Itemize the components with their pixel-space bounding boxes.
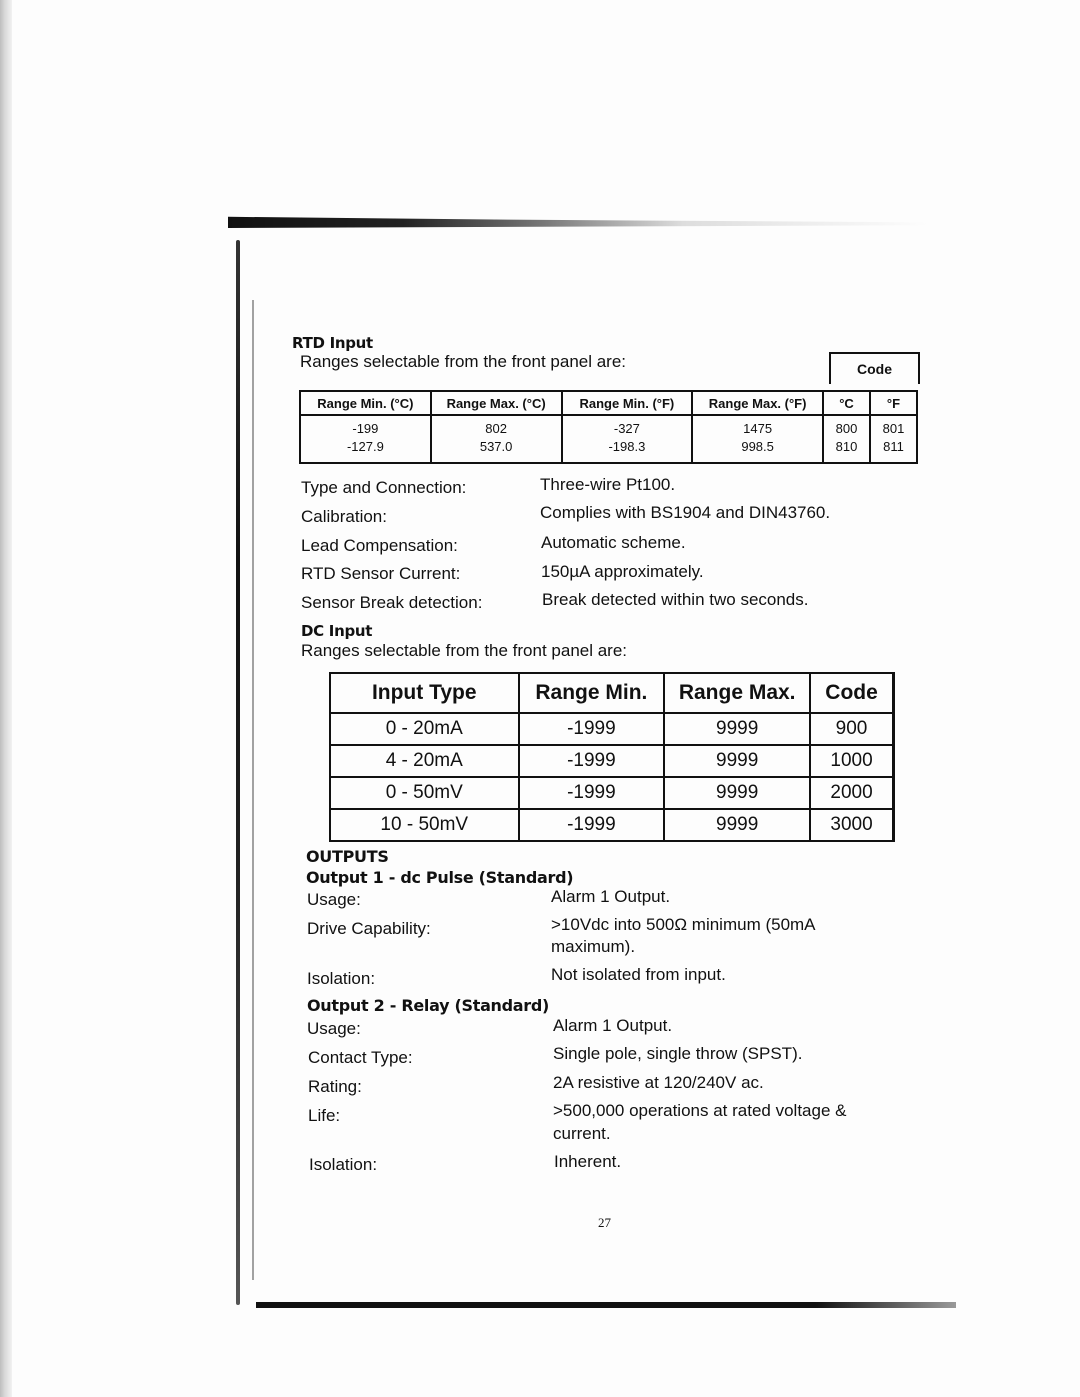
dc-range-table — [329, 672, 895, 842]
spec-value: Three-wire Pt100. — [540, 475, 676, 494]
spec-label: RTD Sensor Current: — [301, 564, 461, 583]
rtd-col-header: Range Max. (°C) — [431, 391, 562, 415]
spec-value: Break detected within two seconds. — [542, 590, 809, 609]
table-cell: -327 -198.3 — [562, 415, 693, 463]
output2-heading: Output 2 - Relay (Standard) — [307, 996, 550, 1015]
table-cell: 802 537.0 — [431, 415, 562, 463]
rtd-unit-c: °C — [823, 391, 870, 415]
table-cell: 9999 — [664, 809, 810, 841]
table-cell: 3000 — [810, 809, 893, 841]
rtd-code-header — [829, 352, 920, 384]
spec-label: Rating: — [308, 1077, 362, 1096]
table-cell: 0 - 50mV — [330, 777, 519, 809]
table-cell: -199 -127.9 — [300, 415, 431, 463]
table-row — [330, 745, 894, 777]
spec-value: >10Vdc into 500Ω minimum (50mA — [551, 915, 816, 934]
spec-label: Calibration: — [301, 507, 387, 526]
rtd-code-label: Code — [857, 361, 892, 377]
rtd-heading: RTD Input — [292, 334, 373, 352]
spec-label: Sensor Break detection: — [301, 593, 483, 612]
top-rule — [228, 214, 928, 228]
table-cell: -1999 — [519, 745, 665, 777]
table-row — [330, 713, 894, 745]
scan-edge-shadow — [0, 0, 12, 1397]
dc-heading: DC Input — [301, 622, 373, 640]
dc-intro: Ranges selectable from the front panel are: — [301, 641, 628, 660]
table-cell: 1000 — [810, 745, 893, 777]
spec-value: Alarm 1 Output. — [551, 887, 671, 906]
table-cell: 9999 — [664, 745, 810, 777]
output1-heading: Output 1 - dc Pulse (Standard) — [306, 868, 574, 887]
dc-col-header: Range Min. — [519, 673, 665, 713]
table-cell: 801 811 — [870, 415, 917, 463]
rtd-unit-f: °F — [870, 391, 917, 415]
spec-label: Usage: — [307, 890, 361, 909]
page-number: 27 — [598, 1215, 611, 1230]
table-cell: 2000 — [810, 777, 893, 809]
page-binding — [228, 240, 258, 1305]
table-cell: 900 — [810, 713, 893, 745]
table-cell: -1999 — [519, 809, 665, 841]
table-row — [330, 809, 894, 841]
spec-value: Alarm 1 Output. — [553, 1016, 673, 1035]
spec-label: Lead Compensation: — [301, 536, 458, 555]
spec-value: Single pole, single throw (SPST). — [553, 1044, 803, 1063]
table-cell: 800 810 — [823, 415, 870, 463]
bottom-rule — [256, 1302, 956, 1308]
spec-label: Isolation: — [307, 969, 376, 988]
rtd-range-table — [299, 390, 918, 464]
table-cell: 10 - 50mV — [330, 809, 519, 841]
spec-label: Usage: — [307, 1019, 361, 1038]
table-cell: 9999 — [664, 713, 810, 745]
spec-value-cont: maximum). — [551, 937, 636, 956]
spec-value: >500,000 operations at rated voltage & — [553, 1101, 847, 1120]
dc-col-header: Code — [810, 673, 893, 713]
rtd-intro: Ranges selectable from the front panel are: — [300, 352, 627, 371]
spec-value: 2A resistive at 120/240V ac. — [553, 1073, 764, 1092]
spec-label: Contact Type: — [308, 1048, 413, 1067]
spec-value: Complies with BS1904 and DIN43760. — [540, 503, 831, 522]
table-row — [330, 777, 894, 809]
spec-value: Not isolated from input. — [551, 965, 726, 984]
rtd-col-header: Range Min. (°F) — [562, 391, 693, 415]
spec-value: Automatic scheme. — [541, 533, 686, 552]
spec-label: Type and Connection: — [301, 478, 467, 497]
spec-label: Life: — [308, 1106, 341, 1125]
spec-label: Drive Capability: — [307, 919, 431, 938]
rtd-col-header: Range Min. (°C) — [300, 391, 431, 415]
rtd-col-header: Range Max. (°F) — [692, 391, 823, 415]
table-cell: 4 - 20mA — [330, 745, 519, 777]
outputs-heading: OUTPUTS — [306, 847, 389, 866]
dc-col-header: Range Max. — [664, 673, 810, 713]
spec-value: Inherent. — [554, 1152, 622, 1171]
table-cell: 0 - 20mA — [330, 713, 519, 745]
spec-value-cont: current. — [553, 1124, 611, 1143]
table-cell: -1999 — [519, 777, 665, 809]
spec-value: 150µA approximately. — [541, 562, 704, 581]
table-cell: -1999 — [519, 713, 665, 745]
dc-col-header: Input Type — [330, 673, 519, 713]
spec-label: Isolation: — [309, 1155, 378, 1174]
table-cell: 1475 998.5 — [692, 415, 823, 463]
table-cell: 9999 — [664, 777, 810, 809]
